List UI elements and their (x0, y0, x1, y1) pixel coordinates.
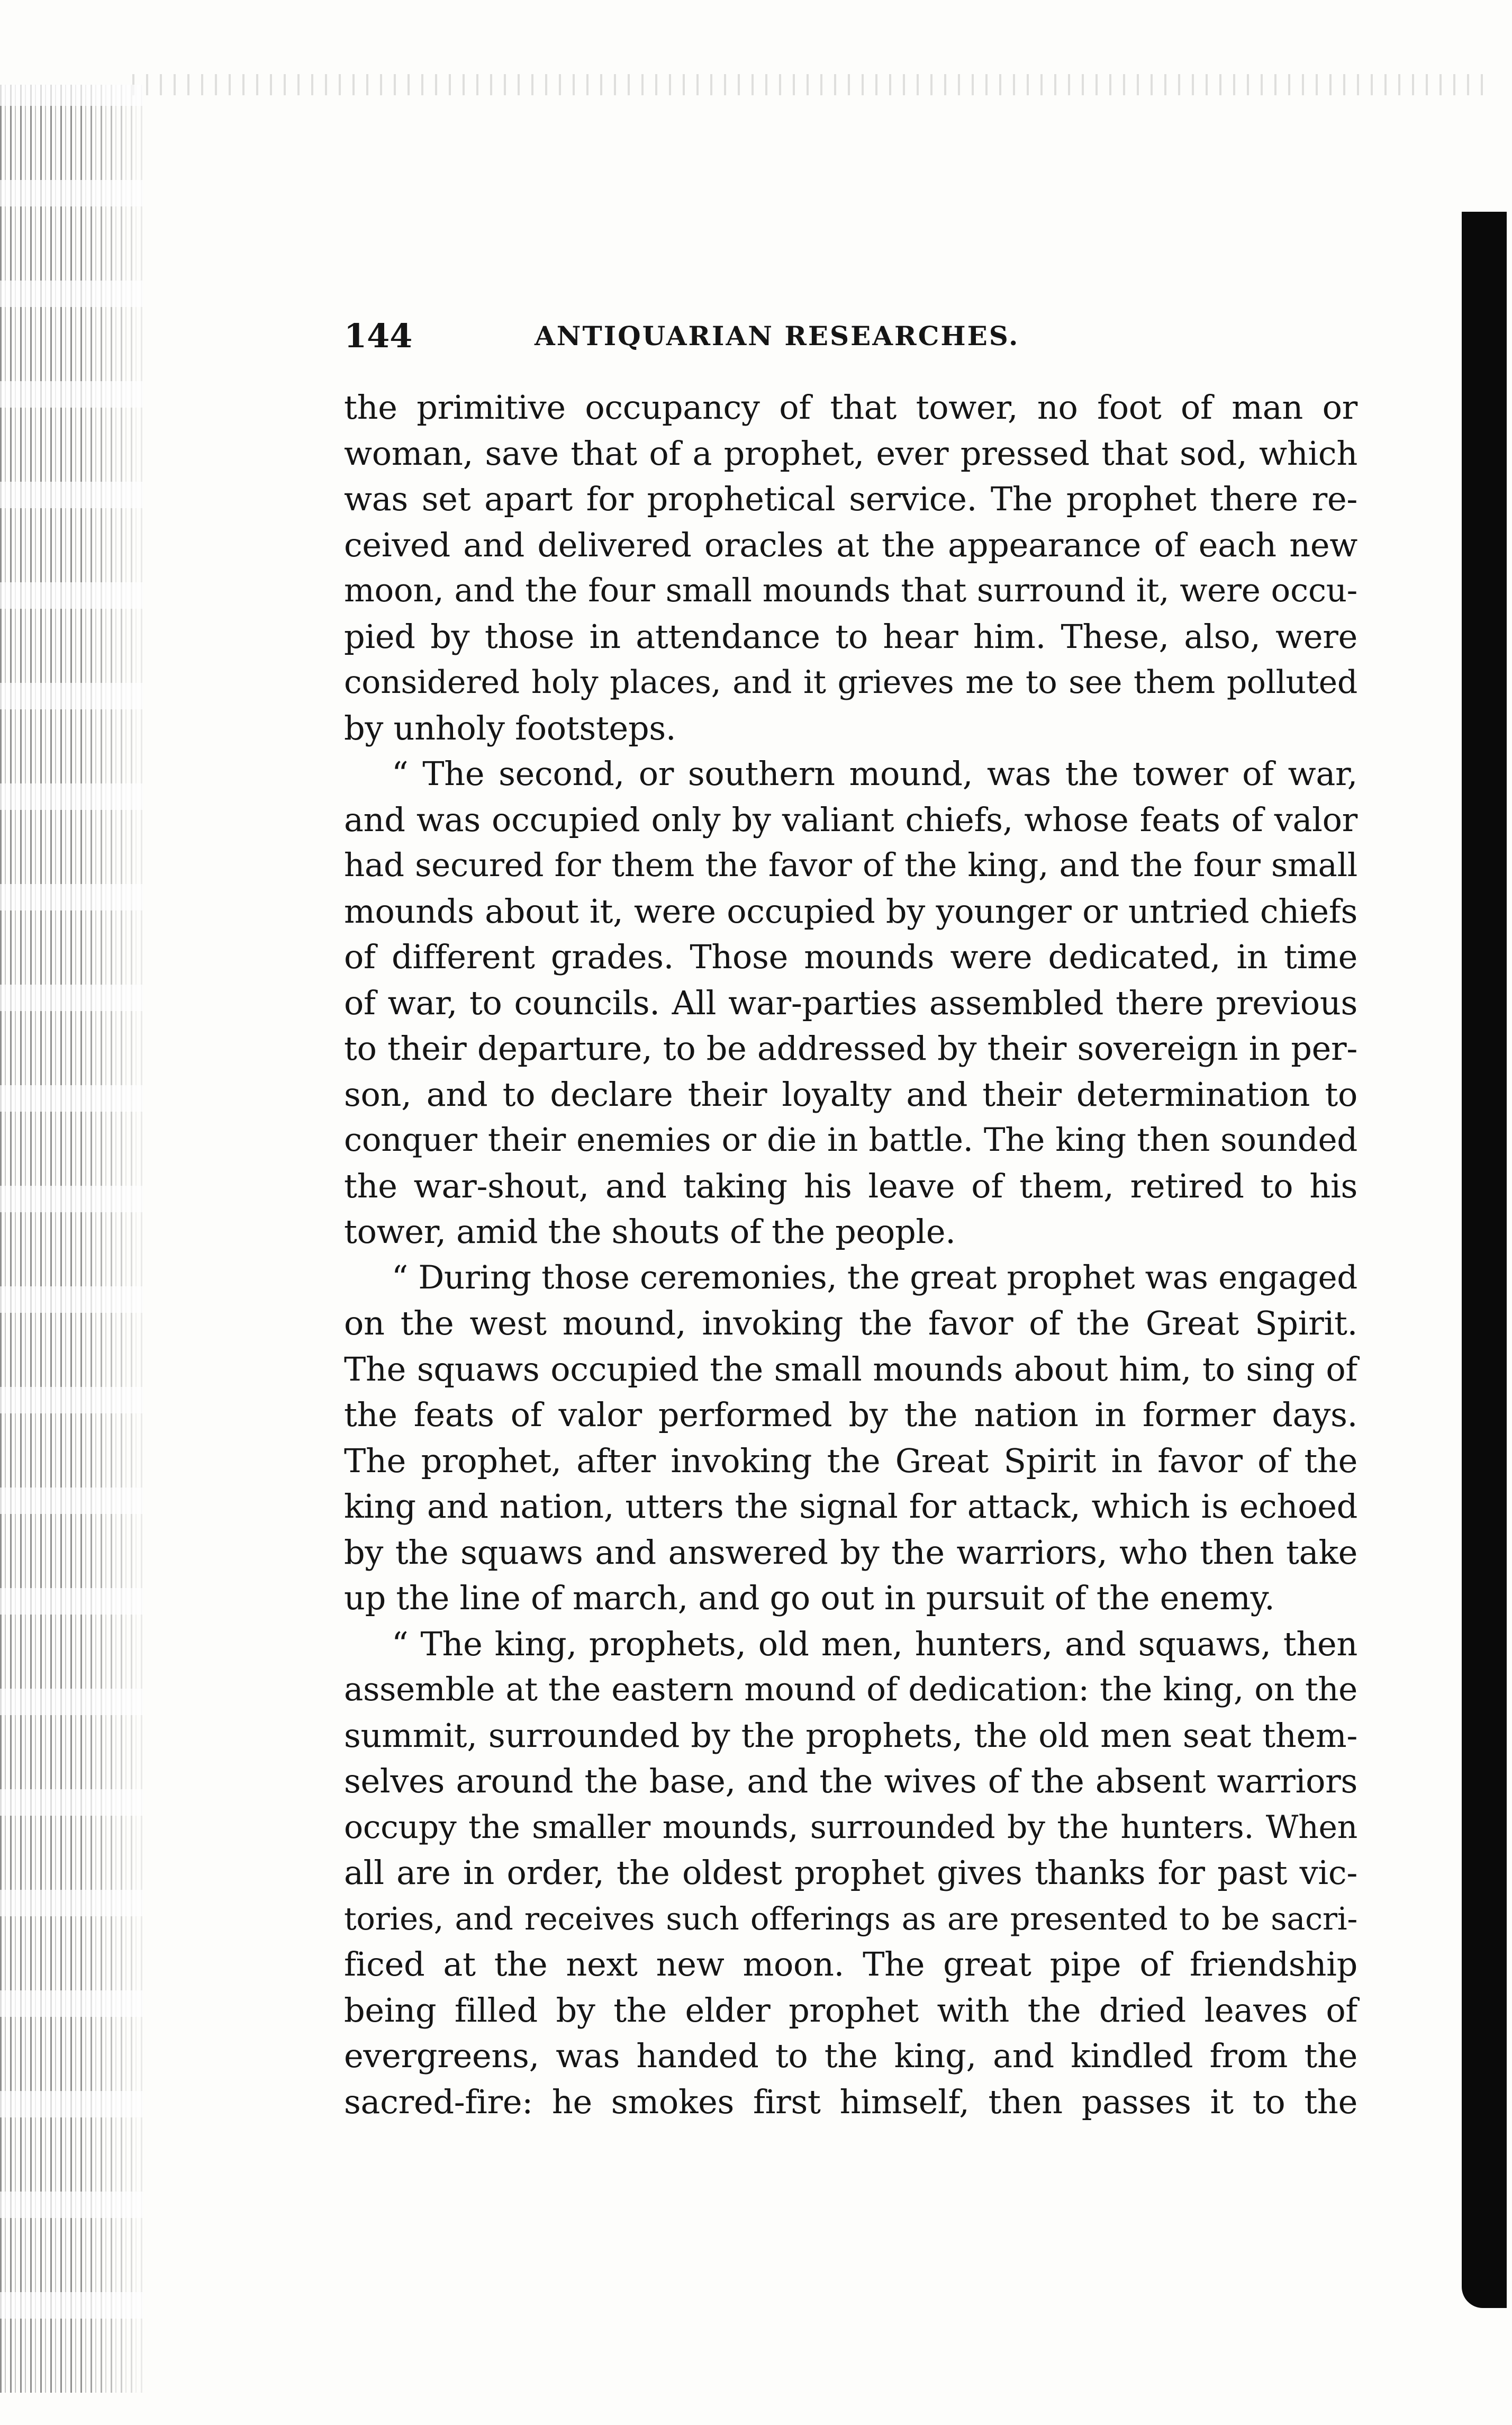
text-line: all are in order, the oldest prophet gives thanks for past vic- (344, 1853, 1357, 1892)
text-line: being filled by the elder prophet with the dried leaves of (344, 1990, 1357, 2030)
text-line: of war, to councils. All war-parties assembled there previous (344, 983, 1357, 1022)
scan-right-shadow (1462, 212, 1507, 2308)
text-line: had secured for them the favor of the king, and the four small (344, 846, 1357, 884)
text-line: selves around the base, and the wives of the absent warriors (344, 1762, 1357, 1800)
text-line: woman, save that of a prophet, ever pressed that sod, which (344, 434, 1357, 473)
text-line: evergreens, was handed to the king, and kindled from the (344, 2036, 1357, 2075)
text-line: assemble at the eastern mound of dedication: the king, on the (344, 1671, 1357, 1708)
text-line: to their departure, to be addressed by their sovereign in per- (344, 1029, 1357, 1068)
text-line: tories, and receives such offerings as are presented to be sacri- (344, 1900, 1357, 1937)
page-number: 144 (344, 317, 413, 355)
page-header (344, 315, 1350, 357)
text-line: up the line of march, and go out in pursuit of the enemy. (344, 1579, 1275, 1617)
text-line: The squaws occupied the small mounds about him, to sing of (344, 1349, 1357, 1389)
text-line: the primitive occupancy of that tower, no foot of man or (344, 388, 1357, 427)
text-line: occupy the smaller mounds, surrounded by the hunters. When (344, 1808, 1357, 1846)
text-line: son, and to declare their loyalty and their determination to (344, 1075, 1357, 1114)
text-line: the feats of valor performed by the nation in former days. (344, 1395, 1357, 1434)
scan-top-edge (132, 74, 1487, 95)
text-line: by unholy footsteps. (344, 708, 676, 747)
text-line: of different grades. Those mounds were dedicated, in time (344, 937, 1357, 976)
text-line: conquer their enemies or die in battle. The king then sounded (344, 1121, 1357, 1159)
text-line: summit, surrounded by the prophets, the old men seat them- (344, 1716, 1357, 1755)
body-text (344, 385, 1357, 2125)
text-line: considered holy places, and it grieves me to see them polluted (344, 664, 1357, 701)
text-line: tower, amid the shouts of the people. (344, 1212, 956, 1251)
text-line: pied by those in attendance to hear him. These, also, were (344, 617, 1357, 656)
text-line: was set apart for prophetical service. The prophet there re- (344, 480, 1357, 518)
text-line: king and nation, utters the signal for attack, which is echoed (344, 1487, 1357, 1526)
text-line: moon, and the four small mounds that surround it, were occu- (344, 572, 1357, 609)
running-head: ANTIQUARIAN RESEARCHES. (535, 320, 1020, 351)
text-line: on the west mound, invoking the favor of the Great Spirit. (344, 1304, 1357, 1342)
text-line: “ The king, prophets, old men, hunters, and squaws, then (392, 1624, 1357, 1663)
text-line: “ During those ceremonies, the great prophet was engaged (392, 1258, 1357, 1296)
text-line: ceived and delivered oracles at the appearance of each new (344, 525, 1357, 564)
text-line: and was occupied only by valiant chiefs, whose feats of valor (344, 800, 1357, 839)
text-line: by the squaws and answered by the warriors, who then take (344, 1532, 1357, 1572)
text-line: The prophet, after invoking the Great Spirit in favor of the (344, 1441, 1357, 1480)
scan-binding-fade (0, 85, 143, 2393)
text-line: sacred-fire: he smokes first himself, then passes it to the (344, 2082, 1357, 2121)
text-line: “ The second, or southern mound, was the tower of war, (392, 754, 1357, 793)
text-line: mounds about it, were occupied by younger or untried chiefs (344, 891, 1357, 931)
text-line: ficed at the next new moon. The great pipe of friendship (344, 1945, 1357, 1984)
text-line: the war-shout, and taking his leave of them, retired to his (344, 1166, 1357, 1205)
